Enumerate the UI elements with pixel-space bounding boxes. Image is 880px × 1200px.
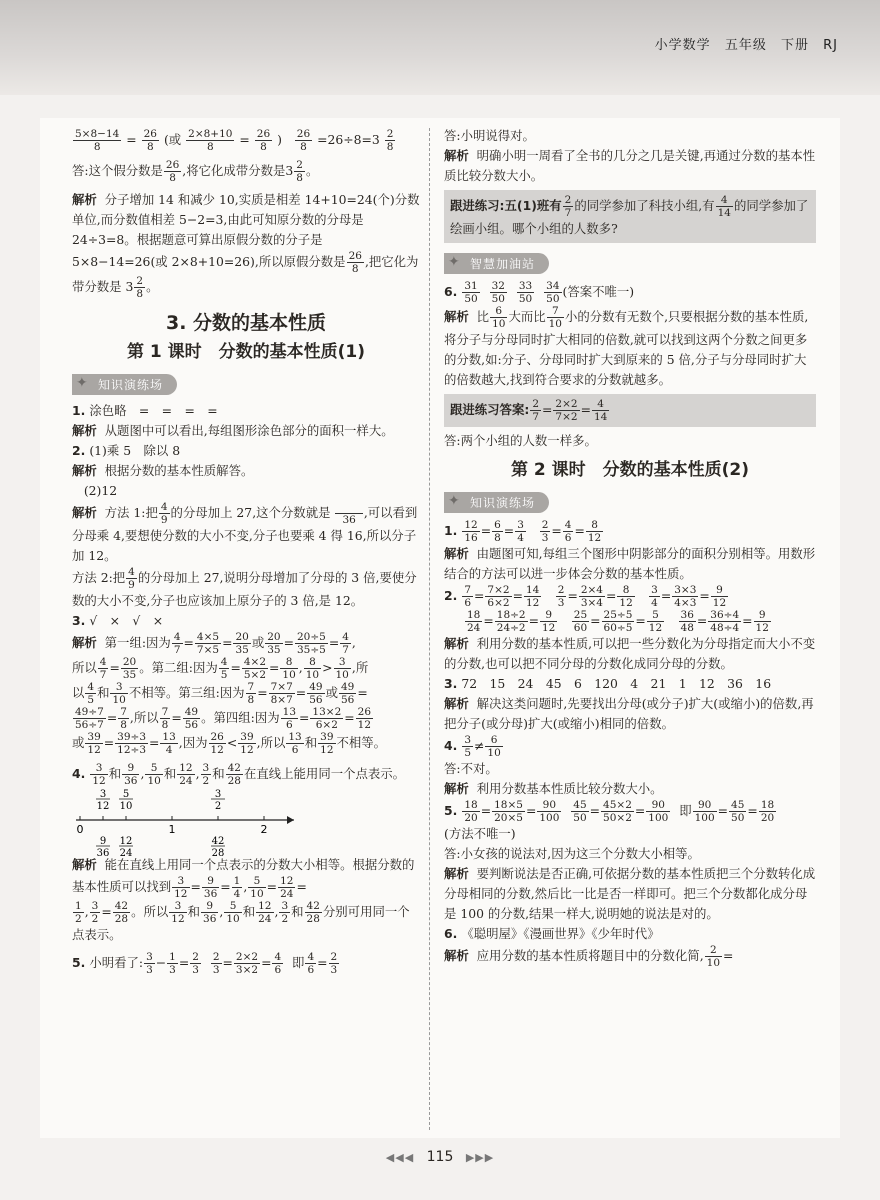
- fraction: $\frac{3}{4}$: [651, 584, 658, 609]
- fraction: $\frac{2\times 8+10}{8}$: [188, 128, 233, 153]
- q4-analysis-2: $\frac{1}{2}$ , $\frac{3}{2}$ = $\frac{42}{28}$ 。所以 $\frac{3}{12}$ 和 $\frac{9}{36}$ , $\frac{5}{10}$ 和 $\frac{12}{24}$ , $\frac{3}{2}$ 和 $\frac{42}{28}$ 分别可用同一个点表示。: [72, 900, 410, 942]
- prev-arrows-icon: ◀◀◀: [385, 1151, 415, 1164]
- fraction-numerator: 42: [211, 836, 225, 847]
- q3-analysis-5: 或 $\frac{39}{12}$ = $\frac{39\div 3}{12\div 3}$ = $\frac{13}{4}$ ,因为 $\frac{26}{12}$ < $\frac{39}{12}$ ,所以 $\frac{13}{6}$ 和 $\frac{39}{12}$ 不相等。: [72, 731, 387, 756]
- fraction-denominator: 28: [211, 848, 225, 859]
- r5-analysis: 解析 要判断说法是否正确,可依据分数的基本性质把三个分数转化成分母相同的分数,然后比一比是否一样即可。把三个分数都化成分母是 100 的分数,结果一样大,说明她的说法是对的。: [444, 866, 816, 921]
- lesson-title-2: 第 2 课时 分数的基本性质(2): [510, 460, 750, 480]
- fraction-numerator: 12: [119, 836, 133, 847]
- r-answer: 答:小明说得对。: [444, 128, 535, 143]
- fraction-denominator: 24: [119, 848, 133, 859]
- fraction: $\frac{18\div 2}{24\div 2}$: [496, 609, 526, 634]
- fraction-denominator: 10: [119, 801, 133, 812]
- follow-up-answer-2: 答:两个小组的人数一样多。: [444, 433, 597, 448]
- fraction: $\frac{14}{12}$: [525, 584, 540, 609]
- fraction-denominator: 12: [96, 801, 110, 812]
- star-icon: ✦: [448, 254, 461, 270]
- q3-analysis: 解析 第一组:因为 $\frac{4}{7}$ = $\frac{4\times 5}{7\times 5}$ = $\frac{20}{35}$ 或 $\frac{20}{35}$ = $\frac{20\div 5}{35\div 5}$ = $\frac{4}{7}$ ,: [72, 631, 356, 656]
- r4: 4. $\frac{3}{5}$ ≠ $\frac{6}{10}$: [444, 734, 501, 759]
- practice-banner-1: ✦ 知识演练场: [72, 374, 177, 395]
- page-footer: [0, 1149, 880, 1165]
- fraction: $\frac{2}{3}$: [557, 584, 565, 609]
- column-divider: [429, 128, 430, 1130]
- fraction: $\frac{36}{48}$: [680, 609, 694, 634]
- left-column: [72, 128, 420, 976]
- page-header: [646, 34, 838, 53]
- header-edition: RJ: [823, 38, 838, 53]
- next-arrows-icon: ▶▶▶: [465, 1151, 495, 1164]
- r1: 1. $\frac{12}{16}$ = $\frac{6}{8}$ = $\frac{3}{4}$ $\frac{2}{3}$ = $\frac{4}{6}$ = $\frac{8}{12}$: [444, 519, 602, 544]
- r4-analysis: 解析 利用分数基本性质比较分数大小。: [444, 781, 663, 796]
- header-volume: 下册: [780, 38, 809, 53]
- q2-analysis: 解析 根据分数的基本性质解答。: [72, 463, 254, 478]
- follow-up-exercise: 跟进练习:五(1)班有 $\frac{2}{7}$ 的同学参加了科技小组,有 $\frac{4}{14}$ 的同学参加了绘画小组。哪个小组的人数多?: [444, 190, 816, 243]
- follow-up-answer: 跟进练习答案: $\frac{2}{7}$ = $\frac{2\times 2}{7\times 2}$ = $\frac{4}{14}$: [444, 394, 816, 427]
- r2-line2: [444, 609, 816, 634]
- header-grade: 五年级: [724, 38, 767, 53]
- fraction: $\frac{5}{12}$: [648, 609, 663, 634]
- q6: 6. $\frac{31}{50}$ $\frac{32}{50}$ $\frac{33}{50}$ $\frac{34}{50}$ (答案不唯一): [444, 280, 635, 305]
- q2: 2. (1)乘 5 除以 8: [72, 443, 181, 458]
- number-line: [72, 789, 420, 859]
- r5-note: (方法不唯一): [444, 826, 516, 841]
- r2-row-1: $\frac{7}{6}$ = $\frac{7\times 2}{6\times 2}$ = $\frac{14}{12}$ $\frac{2}{3}$ = $\frac{2\times 4}{3\times 4}$ = $\frac{8}{12}$ $\frac{3}{4}$ = $\frac{3\times 3}{4\times 3}$ = $\frac{9}{12}$: [464, 584, 727, 609]
- q5: 5. 小明看了: $\frac{3}{3}$ − $\frac{1}{3}$ = $\frac{2}{3}$ $\frac{2}{3}$ = $\frac{2\times 2}{3\times 2}$ = $\frac{4}{6}$ 即 $\frac{4}{6}$ = $\frac{2}{3}$: [72, 951, 338, 976]
- axis-arrow: [287, 816, 294, 824]
- r2-analysis: 解析 利用分数的基本性质,可以把一些分数化为分母指定而大小不变的分数,也可以把不同分母的分数化成同分母的分数。: [444, 636, 816, 671]
- fraction: $\frac{18}{24}$: [467, 609, 481, 634]
- r6: 6. 《聪明屋》《漫画世界》《少年时代》: [444, 926, 660, 941]
- left-eq-line: $\frac{5\times 8-14}{8}$ = $\frac{26}{8}$ (或 $\frac{2\times 8+10}{8}$ = $\frac{26}{8}$ ) $\frac{26}{8}$ =26÷8=3 $\frac{2}{8}$: [75, 128, 394, 153]
- q3-analysis-2: 所以 $\frac{4}{7}$ = $\frac{20}{35}$ 。第二组:因为 $\frac{4}{5}$ = $\frac{4\times 2}{5\times 2}$ = $\frac{8}{10}$ , $\frac{8}{10}$ > $\frac{3}{10}$ ,所: [72, 656, 369, 681]
- fraction: $\frac{9}{12}$: [712, 584, 727, 609]
- fraction-numerator: 9: [99, 836, 107, 847]
- r4-answer: 答:不对。: [444, 761, 498, 776]
- fraction-denominator: 2: [214, 801, 222, 812]
- fraction: $\frac{25\div 5}{60\div 5}$: [603, 609, 633, 634]
- fraction: $\frac{7\times 2}{6\times 2}$: [487, 584, 510, 609]
- practice-banner-3: ✦ 知识演练场: [444, 492, 549, 513]
- fraction: $\frac{25}{60}$: [573, 609, 588, 634]
- r5-answer: 答:小女孩的说法对,因为这三个分数大小相等。: [444, 846, 700, 861]
- fraction: $\frac{3\times 3}{4\times 3}$: [674, 584, 697, 609]
- section-title: 3. 分数的基本性质: [165, 312, 327, 334]
- r1-analysis: 解析 由题图可知,每组三个图形中阴影部分的面积分别相等。用数形结合的方法可以进一步体会分数的基本性质。: [444, 546, 816, 581]
- analysis-1: 解析 分子增加 14 和减少 10,实质是相差 14+10=24(个)分数单位,而分数值相差 5−2=3,由此可知原分数的分母是 24÷3=8。根据题意可算出原假分数的分子是 5×8−14=26(或 2×8+10=26),所以原假分数是 $\frac{26}{8}$ ,把它化为带分数是 3 $\frac{2}{8}$ 。: [72, 192, 420, 300]
- fraction: $\frac{9}{12}$: [755, 609, 769, 634]
- star-icon: ✦: [448, 493, 461, 509]
- lesson-title-1: 第 1 课时 分数的基本性质(1): [126, 342, 366, 362]
- practice-banner-2: ✦ 智慧加油站: [444, 253, 549, 274]
- r2: 2. $\frac{7}{6}$ = $\frac{7\times 2}{6\times 2}$ = $\frac{14}{12}$ $\frac{2}{3}$ = $\frac{2\times 4}{3\times 4}$ = $\frac{8}{12}$ $\frac{3}{4}$ = $\frac{3\times 3}{4\times 3}$ = $\frac{9}{12}$: [444, 584, 816, 609]
- tick-label: 1: [168, 823, 176, 836]
- fraction: $\frac{26}{8}$: [296, 128, 311, 153]
- right-column: [444, 126, 816, 969]
- fraction: $\frac{36\div 4}{48\div 4}$: [710, 609, 740, 634]
- q3: 3. √ × √ ×: [72, 613, 164, 628]
- q2-part2: (2)12: [83, 483, 118, 498]
- fraction: $\frac{26}{8}$: [256, 128, 271, 153]
- star-icon: ✦: [76, 375, 89, 391]
- r-analysis: 解析 明确小明一周看了全书的几分之几是关键,再通过分数的基本性质比较分数大小。: [444, 148, 816, 183]
- fraction: $\frac{8}{12}$: [619, 584, 633, 609]
- q3-analysis-3: 以 $\frac{4}{5}$ 和 $\frac{3}{10}$ 不相等。第三组:因为 $\frac{7}{8}$ = $\frac{7\times 7}{8\times 7}$ = $\frac{49}{56}$ 或 $\frac{49}{56}$ =: [72, 681, 368, 706]
- fraction: $\frac{26}{8}$: [143, 128, 157, 153]
- header-subject: 小学数学: [654, 38, 711, 53]
- r2-row-2: $\frac{18}{24}$ = $\frac{18\div 2}{24\div 2}$ = $\frac{9}{12}$ $\frac{25}{60}$ = $\frac{25\div 5}{60\div 5}$ = $\frac{5}{12}$ $\frac{36}{48}$ = $\frac{36\div 4}{48\div 4}$ = $\frac{9}{12}$: [467, 609, 769, 634]
- blank-fraction: 36: [335, 501, 362, 526]
- q2-method1: 解析 方法 1:把 $\frac{4}{9}$ 的分母加上 27,这个分数就是 36 ,可以看到分母乘 4,要想使分数的大小不变,分子也要乘 4 得 16,所以分子加 12。: [72, 501, 418, 563]
- r6-analysis: 解析 应用分数的基本性质将题目中的分数化简, $\frac{2}{10}$ =: [444, 944, 734, 969]
- q4-analysis: 解析 能在直线上用同一个点表示的分数大小相等。根据分数的基本性质可以找到 $\frac{3}{12}$ = $\frac{9}{36}$ = $\frac{1}{4}$ , $\frac{5}{10}$ = $\frac{12}{24}$ =: [72, 857, 415, 900]
- fraction: $\frac{9}{12}$: [542, 609, 556, 634]
- r5: 5. $\frac{18}{20}$ = $\frac{18\times 5}{20\times 5}$ = $\frac{90}{100}$ $\frac{45}{50}$ = $\frac{45\times 2}{50\times 2}$ = $\frac{90}{100}$ 即 $\frac{90}{100}$ = $\frac{45}{50}$ = $\frac{18}{20}$: [444, 799, 775, 824]
- fraction-denominator: 36: [96, 848, 110, 859]
- tick-label: 0: [76, 823, 84, 836]
- q4: 4. $\frac{3}{12}$ 和 $\frac{9}{36}$ , $\frac{5}{10}$ 和 $\frac{12}{24}$ , $\frac{3}{2}$ 和 $\frac{42}{28}$ 在直线上能用同一个点表示。: [72, 762, 406, 787]
- q1-analysis: 解析 从题图中可以看出,每组图形涂色部分的面积一样大。: [72, 423, 394, 438]
- r3: 3. 72 15 24 45 6 120 4 21 1 12 36 16: [444, 676, 772, 691]
- tick-label: 2: [260, 823, 268, 836]
- fraction-numerator: 3: [99, 789, 107, 800]
- answer-line: 答:这个假分数是 $\frac{26}{8}$ ,将它化成带分数是3 $\frac{2}{8}$ 。: [72, 159, 319, 184]
- fraction: $\frac{2}{8}$: [386, 128, 394, 153]
- q3-analysis-4: $\frac{49\div 7}{56\div 7}$ = $\frac{7}{8}$ ,所以 $\frac{7}{8}$ = $\frac{49}{56}$ 。第四组:因为 $\frac{13}{6}$ = $\frac{13\times 2}{6\times 2}$ = $\frac{26}{12}$: [75, 706, 372, 731]
- fraction-numerator: 3: [214, 789, 222, 800]
- fraction-numerator: 5: [122, 789, 130, 800]
- fraction: $\frac{7}{6}$: [464, 584, 472, 609]
- r3-analysis: 解析 解决这类问题时,先要找出分母(或分子)扩大(或缩小)的倍数,再把分子(或分母)扩大(或缩小)相同的倍数。: [444, 696, 814, 731]
- q6-analysis: 解析 比 $\frac{6}{10}$ 大而比 $\frac{7}{10}$ 小的分数有无数个,只要根据分数的基本性质,将分子与分母同时扩大相同的倍数,就可以找到这两个分数之间更多的分数,如:分子、分母同时扩大到原来的 5 倍,分子与分母同时扩大的倍数越大,找到符合要求的分数就越多。: [444, 305, 809, 387]
- q2-method2: 方法 2:把 $\frac{4}{9}$ 的分母加上 27,说明分母增加了分母的 3 倍,要使分数的大小不变,分子也应该加上原分子的 3 倍,是 12。: [72, 566, 417, 608]
- fraction: $\frac{2\times 4}{3\times 4}$: [580, 584, 603, 609]
- q1: 1. 涂色略 = = = =: [72, 403, 218, 418]
- number-line-svg: [72, 789, 312, 859]
- fraction: $\frac{5\times 8-14}{8}$: [75, 128, 120, 153]
- page-number: 115: [426, 1149, 454, 1165]
